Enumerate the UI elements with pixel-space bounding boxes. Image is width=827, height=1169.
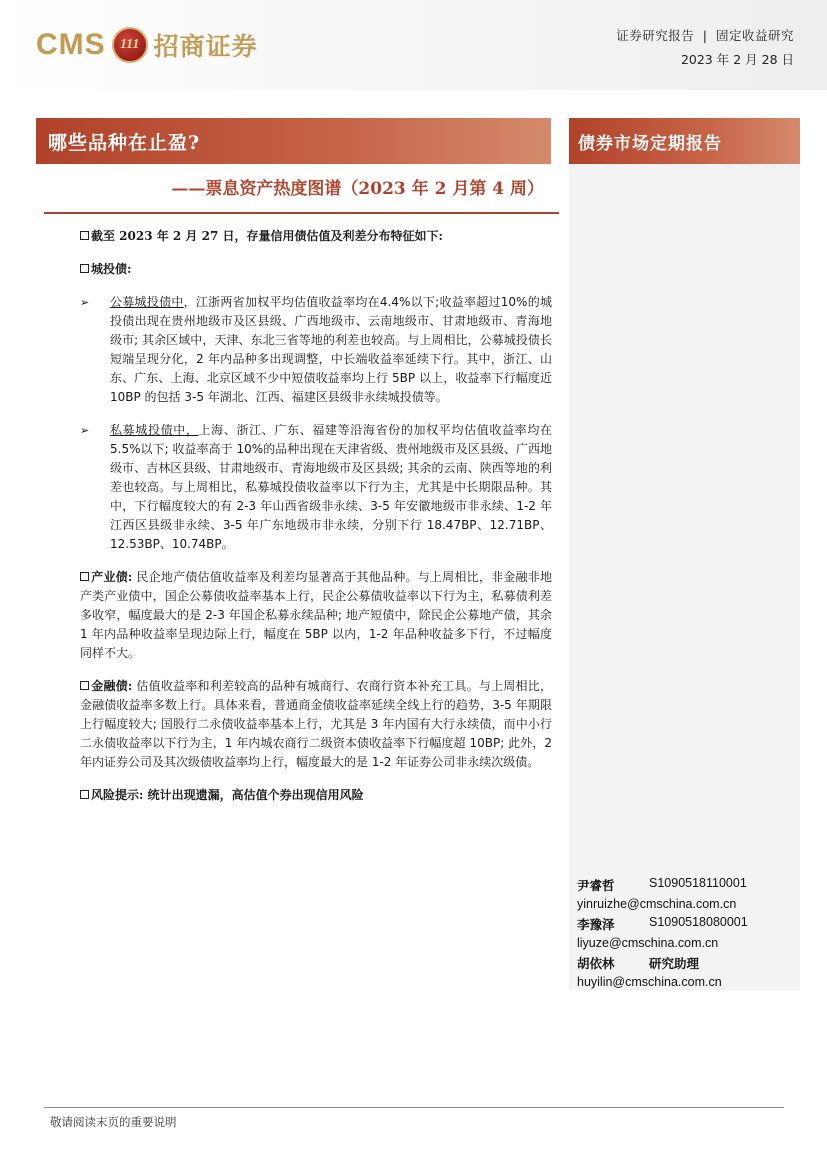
bullet-lead: 公募城投债中: [110, 295, 184, 309]
report-type: 证券研究报告: [616, 28, 695, 43]
private-city-bond-bullet: [80, 421, 552, 554]
checkbox-square-icon: [80, 264, 89, 273]
report-series-label: 债券市场定期报告: [578, 133, 722, 154]
logo-cms-text: CMS: [36, 28, 106, 61]
industry-text: 民企地产债估值收益率及利差均显著高于其他品种。与上周相比，非金融非地产类产业债中，国企公募债收益率基本上行，民企公募债收益率以下行为主，私募债利差多收窄，幅度最大的是 2-3 年国企私募永续品种; 地产短债中，除民企公募地产债，其余 1 年内品种收益率呈现边际上行，幅度在 5BP 以内，1-2 年品种收益多下行，不过幅度同样不大。: [80, 570, 552, 660]
intro-line: [80, 227, 552, 246]
analyst-role: 研究助理: [649, 957, 700, 971]
bullet-text: 上海、浙江、广东、福建等沿海省份的加权平均估值收益率均在 5.5%以下; 收益率高于 10%的品种出现在天津省级、贵州地级市及区县级、广西地级市、吉林区县级、甘肃地级市、青海地级市及区县级; 其余的云南、陕西等地的利差也较高。与上周相比，私募城投债收益率以下行为主，尤其是中长期限品种。其中，下行幅度较大的有 2-3 年山西省级非永续、3-5 年安徽地级市非永续、1-2 年江西区县级非永续、3-5 年广东地级市非永续，分别下行 18.47BP、12.71BP、12.53BP、10.74BP。: [110, 423, 552, 551]
report-title: 哪些品种在止盈?: [48, 131, 201, 154]
financial-bond-paragraph: [80, 677, 552, 772]
bullet-text: ，江浙两省加权平均估值收益率均在4.4%以下;收益率超过10%的城投债出现在贵州地级市及区县级、广西地级市、云南地级市、甘肃地级市、青海地级市; 其余区域中，天津、东北三省等地的利差也较高。与上周相比，公募城投债长短端呈现分化，2 年内品种多出现调整，中长端收益率延续下行。其中，浙江、山东、广东、上海、北京区域不少中短债收益率均上行 5BP 以上，收益率下行幅度近 10BP 的包括 3-5 年湖北、江西、福建区县级非永续城投债等。: [110, 295, 552, 404]
report-meta: [616, 26, 794, 68]
report-date: 2023 年 2 月 28 日: [680, 52, 794, 67]
sidebar-panel: [569, 164, 800, 990]
report-category: 固定收益研究: [715, 28, 794, 43]
company-logo: [36, 24, 258, 66]
city-heading-text: 城投债:: [91, 262, 132, 276]
risk-warning: [80, 786, 552, 805]
checkbox-square-icon: [80, 681, 89, 690]
analyst-cert: S1090518080001: [649, 915, 748, 929]
intro-text: 截至 2023 年 2 月 27 日，存量信用债估值及利差分布特征如下:: [91, 229, 443, 243]
logo-emblem-icon: 111: [112, 27, 148, 63]
report-subtitle: ——票息资产热度图谱（2023 年 2 月第 4 周）: [171, 179, 544, 199]
analyst-name: 李豫泽: [577, 917, 615, 932]
finance-label: 金融债:: [91, 679, 133, 693]
analyst-email[interactable]: huyilin@cmschina.com.cn: [577, 975, 722, 989]
city-investment-heading: [80, 260, 552, 279]
side-header: [569, 118, 800, 164]
public-city-bond-bullet: [80, 293, 552, 407]
checkbox-square-icon: [80, 572, 89, 581]
analyst-entry: [577, 876, 797, 911]
analyst-name: 尹睿哲: [577, 878, 615, 893]
footer-note: 敬请阅读末页的重要说明: [50, 1115, 177, 1129]
industry-label: 产业债:: [91, 570, 133, 584]
arrow-bullet-icon: ➢: [80, 296, 90, 309]
industry-bond-paragraph: [80, 568, 552, 663]
title-divider: [44, 212, 559, 214]
bullet-lead: 私募城投债中，: [110, 423, 199, 437]
risk-text: 风险提示: 统计出现遗漏，高估值个券出现信用风险: [91, 788, 364, 802]
checkbox-square-icon: [80, 790, 89, 799]
analyst-list: [577, 876, 797, 993]
logo-chinese-name: 招商证券: [153, 32, 258, 61]
title-bar: [36, 118, 551, 164]
finance-text: 估值收益率和利差较高的品种有城商行、农商行资本补充工具。与上周相比，金融债收益率多数上行。具体来看，普通商金债收益率延续全线上行的趋势，3-5 年期限上行幅度较大; 国股行二永债收益率基本上行，尤其是 3 年内国有大行永续债，而中小行二永债收益率以下行为主，1 年内城农商行二级资本债收益率下行幅度超 10BP; 此外，2 年内证券公司及其次级债收益率均上行，幅度最大的是 1-2 年证券公司非永续次级债。: [80, 679, 552, 769]
analyst-email[interactable]: liyuze@cmschina.com.cn: [577, 936, 719, 950]
checkbox-square-icon: [80, 231, 89, 240]
analyst-cert: S1090518110001: [649, 876, 747, 890]
analyst-entry: [577, 954, 797, 989]
analyst-email[interactable]: yinruizhe@cmschina.com.cn: [577, 897, 737, 911]
meta-separator: |: [702, 28, 708, 43]
analyst-name: 胡依林: [577, 956, 615, 971]
report-body: [80, 227, 552, 819]
arrow-bullet-icon: ➢: [80, 424, 90, 437]
analyst-entry: [577, 915, 797, 950]
footer-divider: [44, 1107, 784, 1108]
